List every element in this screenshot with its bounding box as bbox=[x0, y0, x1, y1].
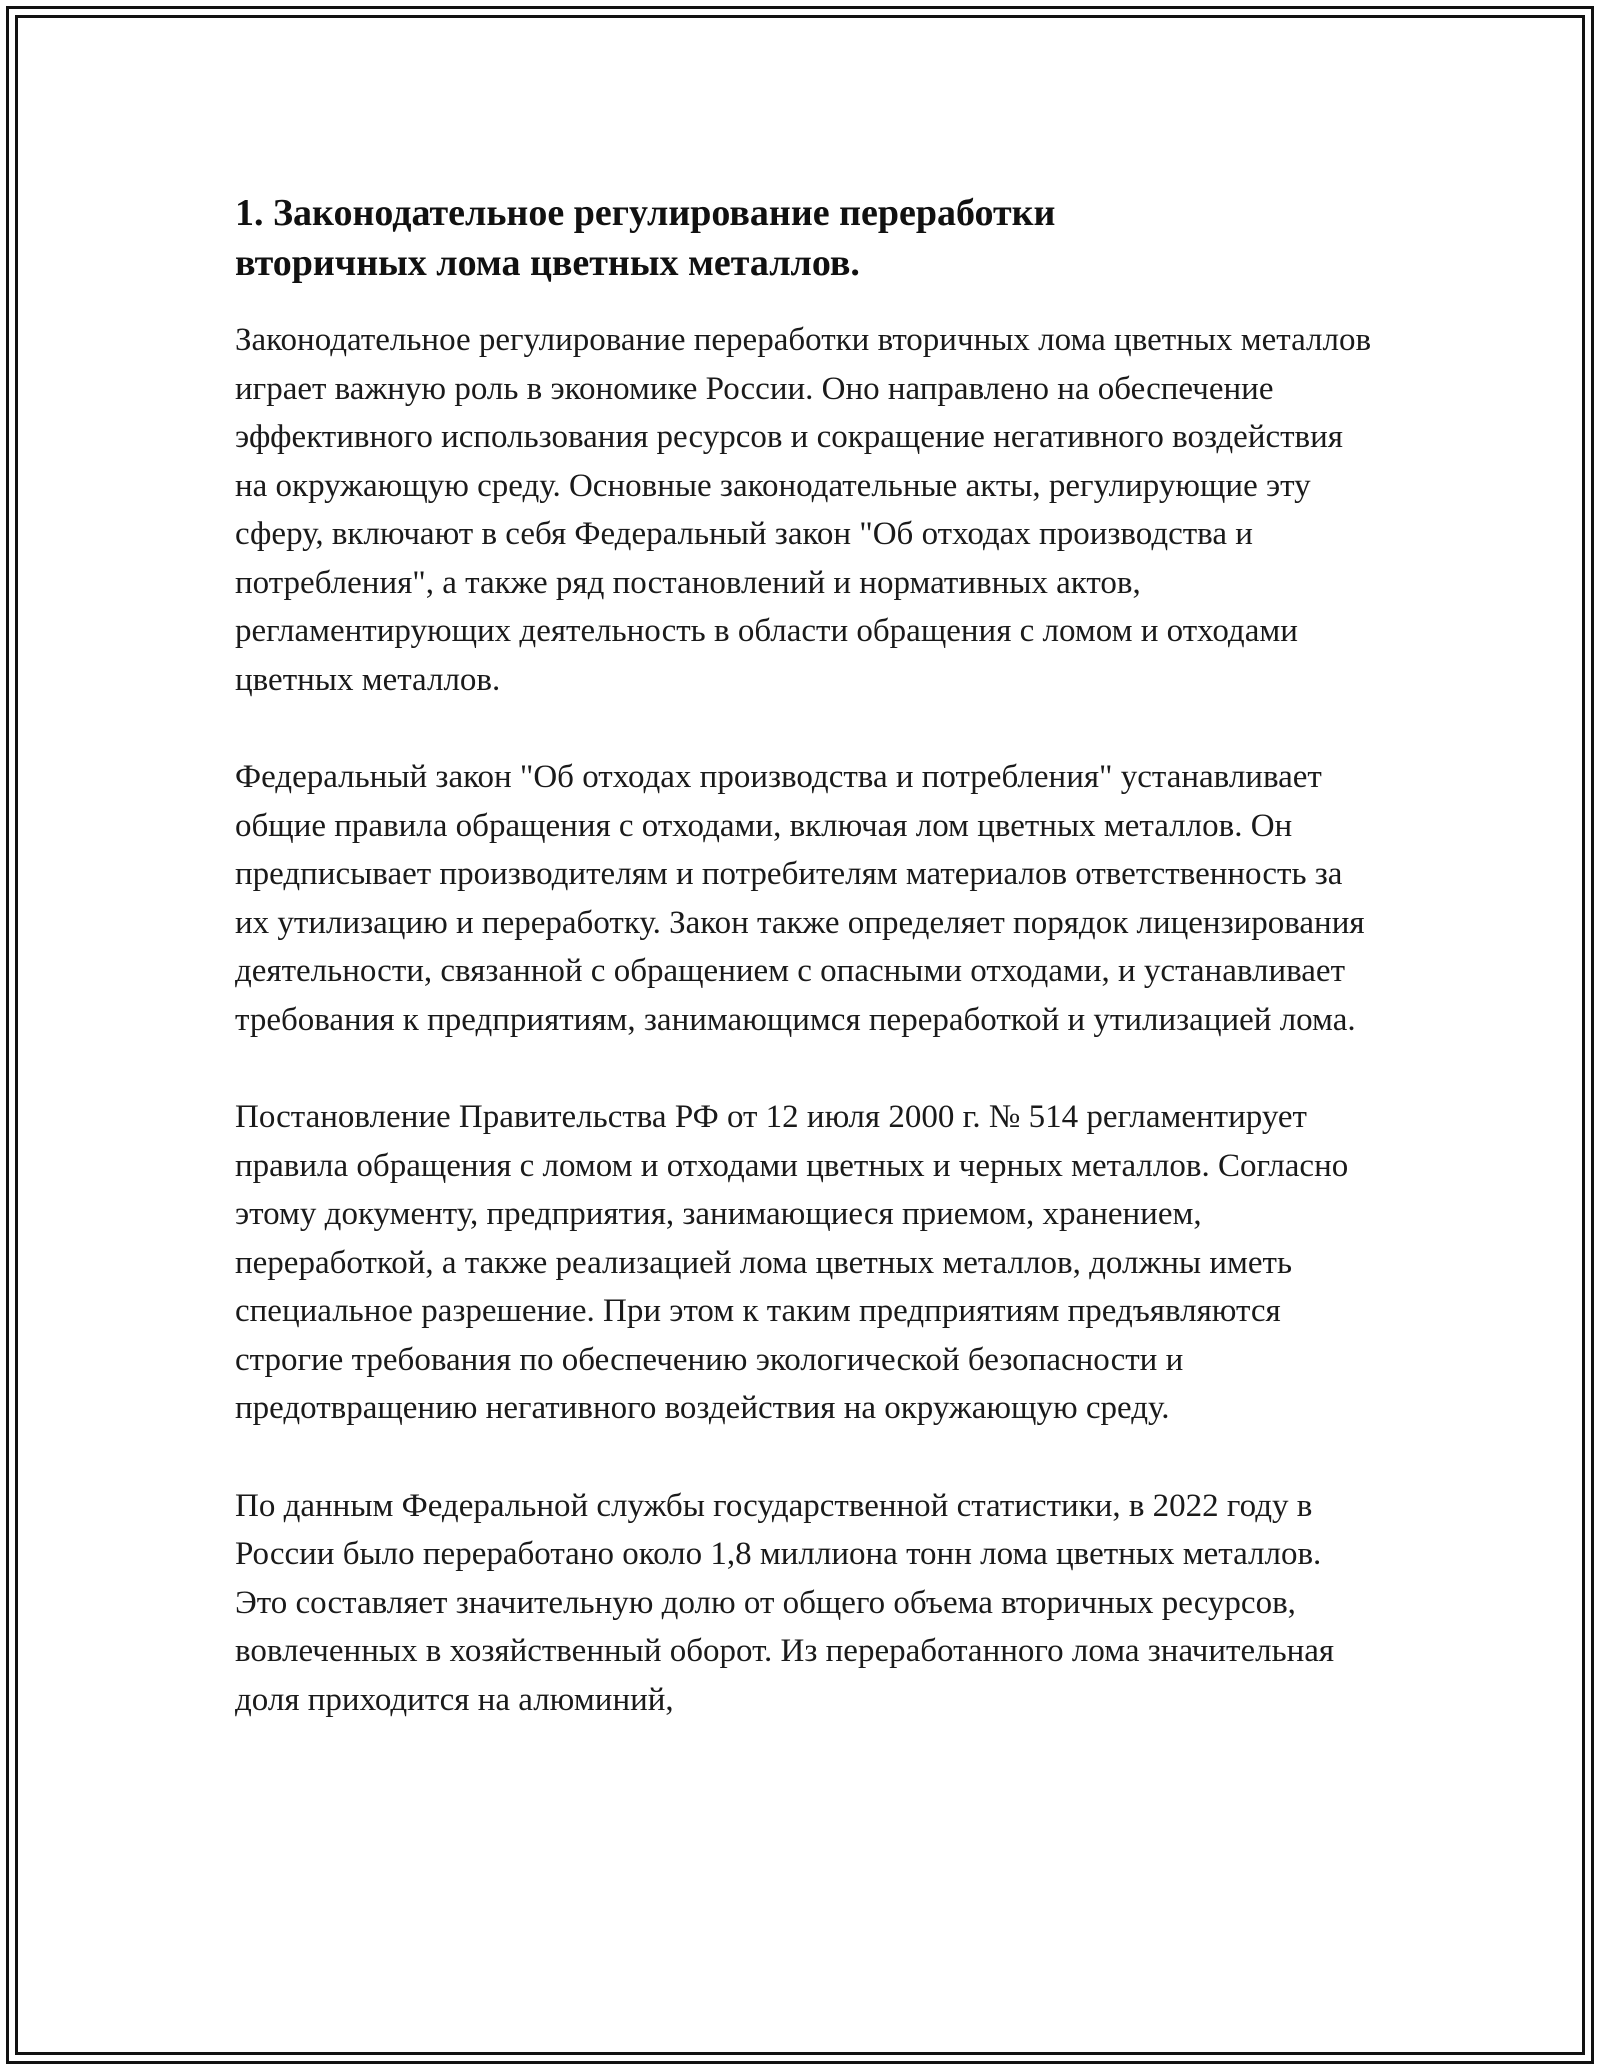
section-heading: 1. Законодательное регулирование переработки вторичных лома цветных металлов. bbox=[235, 192, 1056, 284]
paragraph-statistics: По данным Федеральной службы государственной статистики, в 2022 году в России было переработано около 1,8 миллиона тонн лома цветных металлов. Это составляет значительную долю от общего объема вторичных ресурсов, вовлеченных в хозяйственный оборот. Из переработанного лома значительная доля приходится на алюминий, bbox=[235, 1487, 1335, 1718]
paragraph-government-decree: Постановление Правительства РФ от 12 июля 2000 г. № 514 регламентирует правила обращения с ломом и отходами цветных и черных металлов. Согласно этому документу, предприятия, занимающиеся приемом, хранением, переработкой, а также реализацией лома цветных металлов, должны иметь специальное разрешение. При этом к таким предприятиям предъявляются строгие требования по обеспечению экологической безопасности и предотвращению негативного воздействия на окружающую среду. bbox=[235, 1099, 1349, 1426]
paragraph-intro: Законодательное регулирование переработки вторичных лома цветных металлов играет важную роль в экономике России. Оно направлено на обеспечение эффективного использования ресурсов и сокращение негативного воздействия на окружающую среду. Основные законодательные акты, регулирующие эту сферу, включают в себя Федеральный закон "Об отходах производства и потребления", а также ряд постановлений и нормативных актов, регламентирующих деятельность в области обращения с ломом и отходами цветных металлов. bbox=[235, 322, 1372, 698]
paragraph-federal-law: Федеральный закон "Об отходах производства и потребления" устанавливает общие правила обращения с отходами, включая лом цветных металлов. Он предписывает производителям и потребителям материалов ответственность за их утилизацию и переработку. Закон также определяет порядок лицензирования деятельности, связанной с обращением с опасными отходами, и устанавливает требования к предприятиям, занимающимся переработкой и утилизацией лома. bbox=[235, 759, 1365, 1038]
document-body bbox=[235, 188, 1375, 1773]
